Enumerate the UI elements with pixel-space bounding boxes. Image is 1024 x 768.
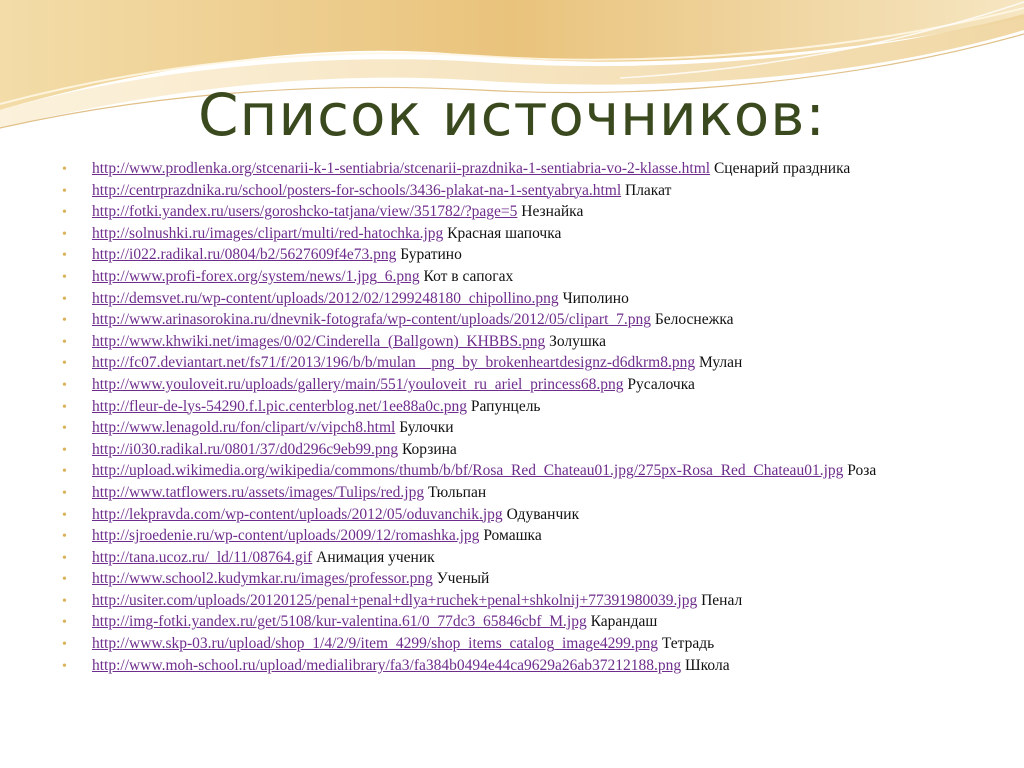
source-label: Мулан [695,354,743,372]
source-label: Анимация ученик [312,548,435,566]
source-item [62,483,992,502]
source-label: Ромашка [479,527,542,545]
source-item [62,461,992,480]
source-item [62,548,992,567]
bullet-icon: • [62,226,67,242]
source-label: Чиполино [558,289,629,307]
bullet-icon: • [62,593,67,609]
source-link[interactable]: http://www.skp-03.ru/upload/shop_1/4/2/9/item_4299/shop_items_catalog_image4299.png [92,635,658,653]
source-label: Сценарий праздника [710,160,851,177]
bullet-icon: • [62,485,67,501]
bullet-icon: • [62,637,67,653]
source-label: Карандаш [586,613,658,631]
source-link[interactable]: http://centrprazdnika.ru/school/posters-for-schools/3436-plakat-na-1-sentyabrya.html [92,181,622,199]
source-label: Красная шапочка [443,224,562,242]
source-item [62,245,992,264]
source-link[interactable]: http://www.youloveit.ru/uploads/gallery/main/551/youloveit_ru_ariel_princess68.png [92,375,624,393]
source-label: Роза [843,462,877,480]
source-item [62,569,992,588]
source-link[interactable]: http://i030.radikal.ru/0801/37/d0d296c9eb99.png [92,440,399,458]
source-link[interactable]: http://www.khwiki.net/images/0/02/Cinderella_(Ballgown)_KHBBS.png [92,332,546,350]
source-item [62,375,992,394]
source-link[interactable]: http://lekpravda.com/wp-content/uploads/2012/05/oduvanchik.jpg [92,505,503,523]
source-label: Школа [681,656,730,674]
bullet-icon: • [62,399,67,415]
source-label: Корзина [398,440,457,458]
source-label: Пенал [697,591,743,609]
source-link[interactable]: http://i022.radikal.ru/0804/b2/5627609f4e73.png [92,246,397,264]
source-link[interactable]: http://www.tatflowers.ru/assets/images/Tulips/red.jpg [92,483,425,501]
bullet-icon: • [62,334,67,350]
bullet-icon: • [62,442,67,458]
bullet-icon: • [62,421,67,437]
source-link[interactable]: http://fc07.deviantart.net/fs71/f/2013/196/b/b/mulan__png_by_brokenheartdesignz-d6dkrm8.png [92,354,696,372]
source-item [62,224,992,243]
source-label: Тетрадь [658,635,715,653]
source-item [62,397,992,416]
bullet-icon: • [62,507,67,523]
bullet-icon: • [62,248,67,264]
source-item [62,181,992,200]
source-label: Одуванчик [502,505,580,523]
bullet-icon: • [62,377,67,393]
source-item [62,505,992,524]
source-item [62,353,992,372]
bullet-icon: • [62,162,67,177]
source-label: Буратино [396,246,462,264]
page-title: Список источников: [198,81,826,149]
source-link[interactable]: http://www.prodlenka.org/stcenarii-k-1-sentiabria/stcenarii-prazdnika-1-sentiabria-vo-2-klasse.html [92,160,711,177]
bullet-icon: • [62,658,67,674]
source-label: Золушка [545,332,606,350]
source-link[interactable]: http://usiter.com/uploads/20120125/penal+penal+dlya+ruchek+penal+shkolnij+77391980039.jpg [92,591,698,609]
source-link[interactable]: http://fotki.yandex.ru/users/goroshcko-tatjana/view/351782/?page=5 [92,203,518,221]
source-label: Рапунцель [467,397,541,415]
source-link[interactable]: http://demsvet.ru/wp-content/uploads/2012/02/1299248180_chipollino.png [92,289,559,307]
bullet-icon: • [62,464,67,480]
bullet-icon: • [62,615,67,631]
source-link[interactable]: http://sjroedenie.ru/wp-content/uploads/2009/12/romashka.jpg [92,527,480,545]
source-link[interactable]: http://www.arinasorokina.ru/dnevnik-fotografa/wp-content/uploads/2012/05/clipart_7.png [92,311,652,329]
bullet-icon: • [62,183,67,199]
source-link[interactable]: http://www.moh-school.ru/upload/medialibrary/fa3/fa384b0494e44ca9629a26ab37212188.png [92,656,682,674]
bullet-icon: • [62,550,67,566]
source-label: Кот в сапогах [419,267,514,285]
source-link[interactable]: http://fleur-de-lys-54290.f.l.pic.centerblog.net/1ee88a0c.png [92,397,468,415]
bullet-icon: • [62,205,67,221]
bullet-icon: • [62,356,67,372]
source-item [62,634,992,653]
source-link[interactable]: http://upload.wikimedia.org/wikipedia/commons/thumb/b/bf/Rosa_Red_Chateau01.jpg/275px-Rosa_Red_Chateau01.jpg [92,462,844,480]
bullet-icon: • [62,313,67,329]
source-item [62,159,992,178]
source-item [62,289,992,308]
source-label: Тюльпан [424,483,487,501]
source-label: Булочки [395,419,454,437]
source-link[interactable]: http://tana.ucoz.ru/_ld/11/08764.gif [92,548,313,566]
source-item [62,440,992,459]
source-link[interactable]: http://img-fotki.yandex.ru/get/5108/kur-valentina.61/0_77dc3_65846cbf_M.jpg [92,613,587,631]
source-item [62,418,992,437]
bullet-icon: • [62,291,67,307]
source-label: Белоснежка [651,311,734,329]
source-link[interactable]: http://solnushki.ru/images/clipart/multi/red-hatochka.jpg [92,224,444,242]
source-list [62,159,992,677]
source-item [62,310,992,329]
bullet-icon: • [62,572,67,588]
bullet-icon: • [62,269,67,285]
source-label: Плакат [621,181,672,199]
bullet-icon: • [62,529,67,545]
source-link[interactable]: http://www.school2.kudymkar.ru/images/professor.png [92,570,433,588]
source-item [62,202,992,221]
source-item [62,656,992,675]
source-link[interactable]: http://www.profi-forex.org/system/news/1.jpg_6.png [92,267,420,285]
source-link[interactable]: http://www.lenagold.ru/fon/clipart/v/vipch8.html [92,419,396,437]
source-item [62,526,992,545]
source-item [62,267,992,286]
source-item [62,591,992,610]
source-label: Незнайка [517,203,584,221]
source-label: Русалочка [623,375,695,393]
source-item [62,332,992,351]
source-item [62,612,992,631]
source-label: Ученый [432,570,490,588]
